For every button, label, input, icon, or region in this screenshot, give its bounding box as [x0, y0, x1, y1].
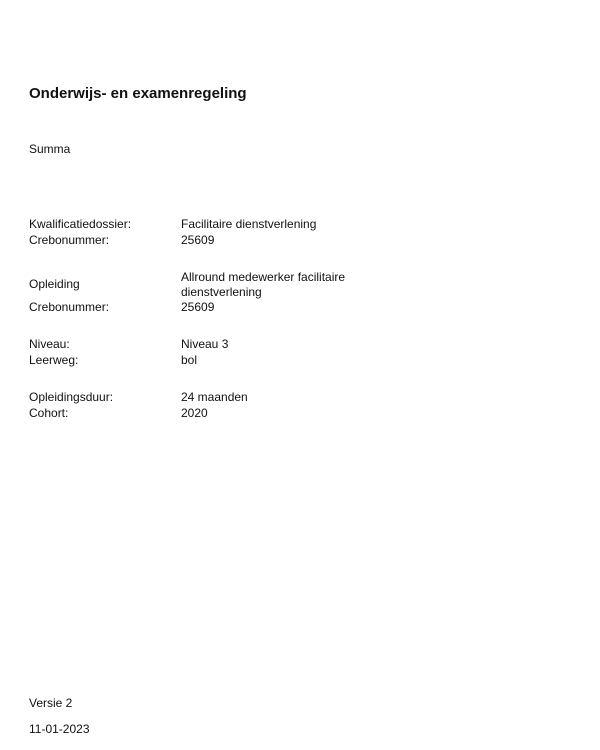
- date-text: 11-01-2023: [29, 722, 90, 736]
- opleidingsduur-value: 24 maanden: [181, 390, 248, 404]
- opleiding-value: Allround medewerker facilitaire dienstverlening: [181, 270, 346, 299]
- cohort-label: Cohort:: [29, 406, 69, 420]
- niveau-value: Niveau 3: [181, 337, 229, 351]
- cohort-value: 2020: [181, 406, 208, 420]
- leerweg-label: Leerweg:: [29, 353, 79, 367]
- document-title: Onderwijs- en examenregeling: [29, 85, 247, 102]
- institution-name: Summa: [29, 142, 71, 156]
- kwalificatiedossier-label: Kwalificatiedossier:: [29, 217, 132, 231]
- crebonummer-label: Crebonummer:: [29, 233, 110, 247]
- crebonummer-opleiding-value: 25609: [181, 300, 215, 314]
- niveau-label: Niveau:: [29, 337, 70, 351]
- opleidingsduur-label: Opleidingsduur:: [29, 390, 114, 404]
- crebonummer-value: 25609: [181, 233, 215, 247]
- leerweg-value: bol: [181, 353, 198, 367]
- crebonummer-opleiding-label: Crebonummer:: [29, 300, 110, 314]
- opleiding-label: Opleiding: [29, 277, 80, 291]
- version-text: Versie 2: [29, 696, 73, 710]
- kwalificatiedossier-value: Facilitaire dienstverlening: [181, 217, 317, 231]
